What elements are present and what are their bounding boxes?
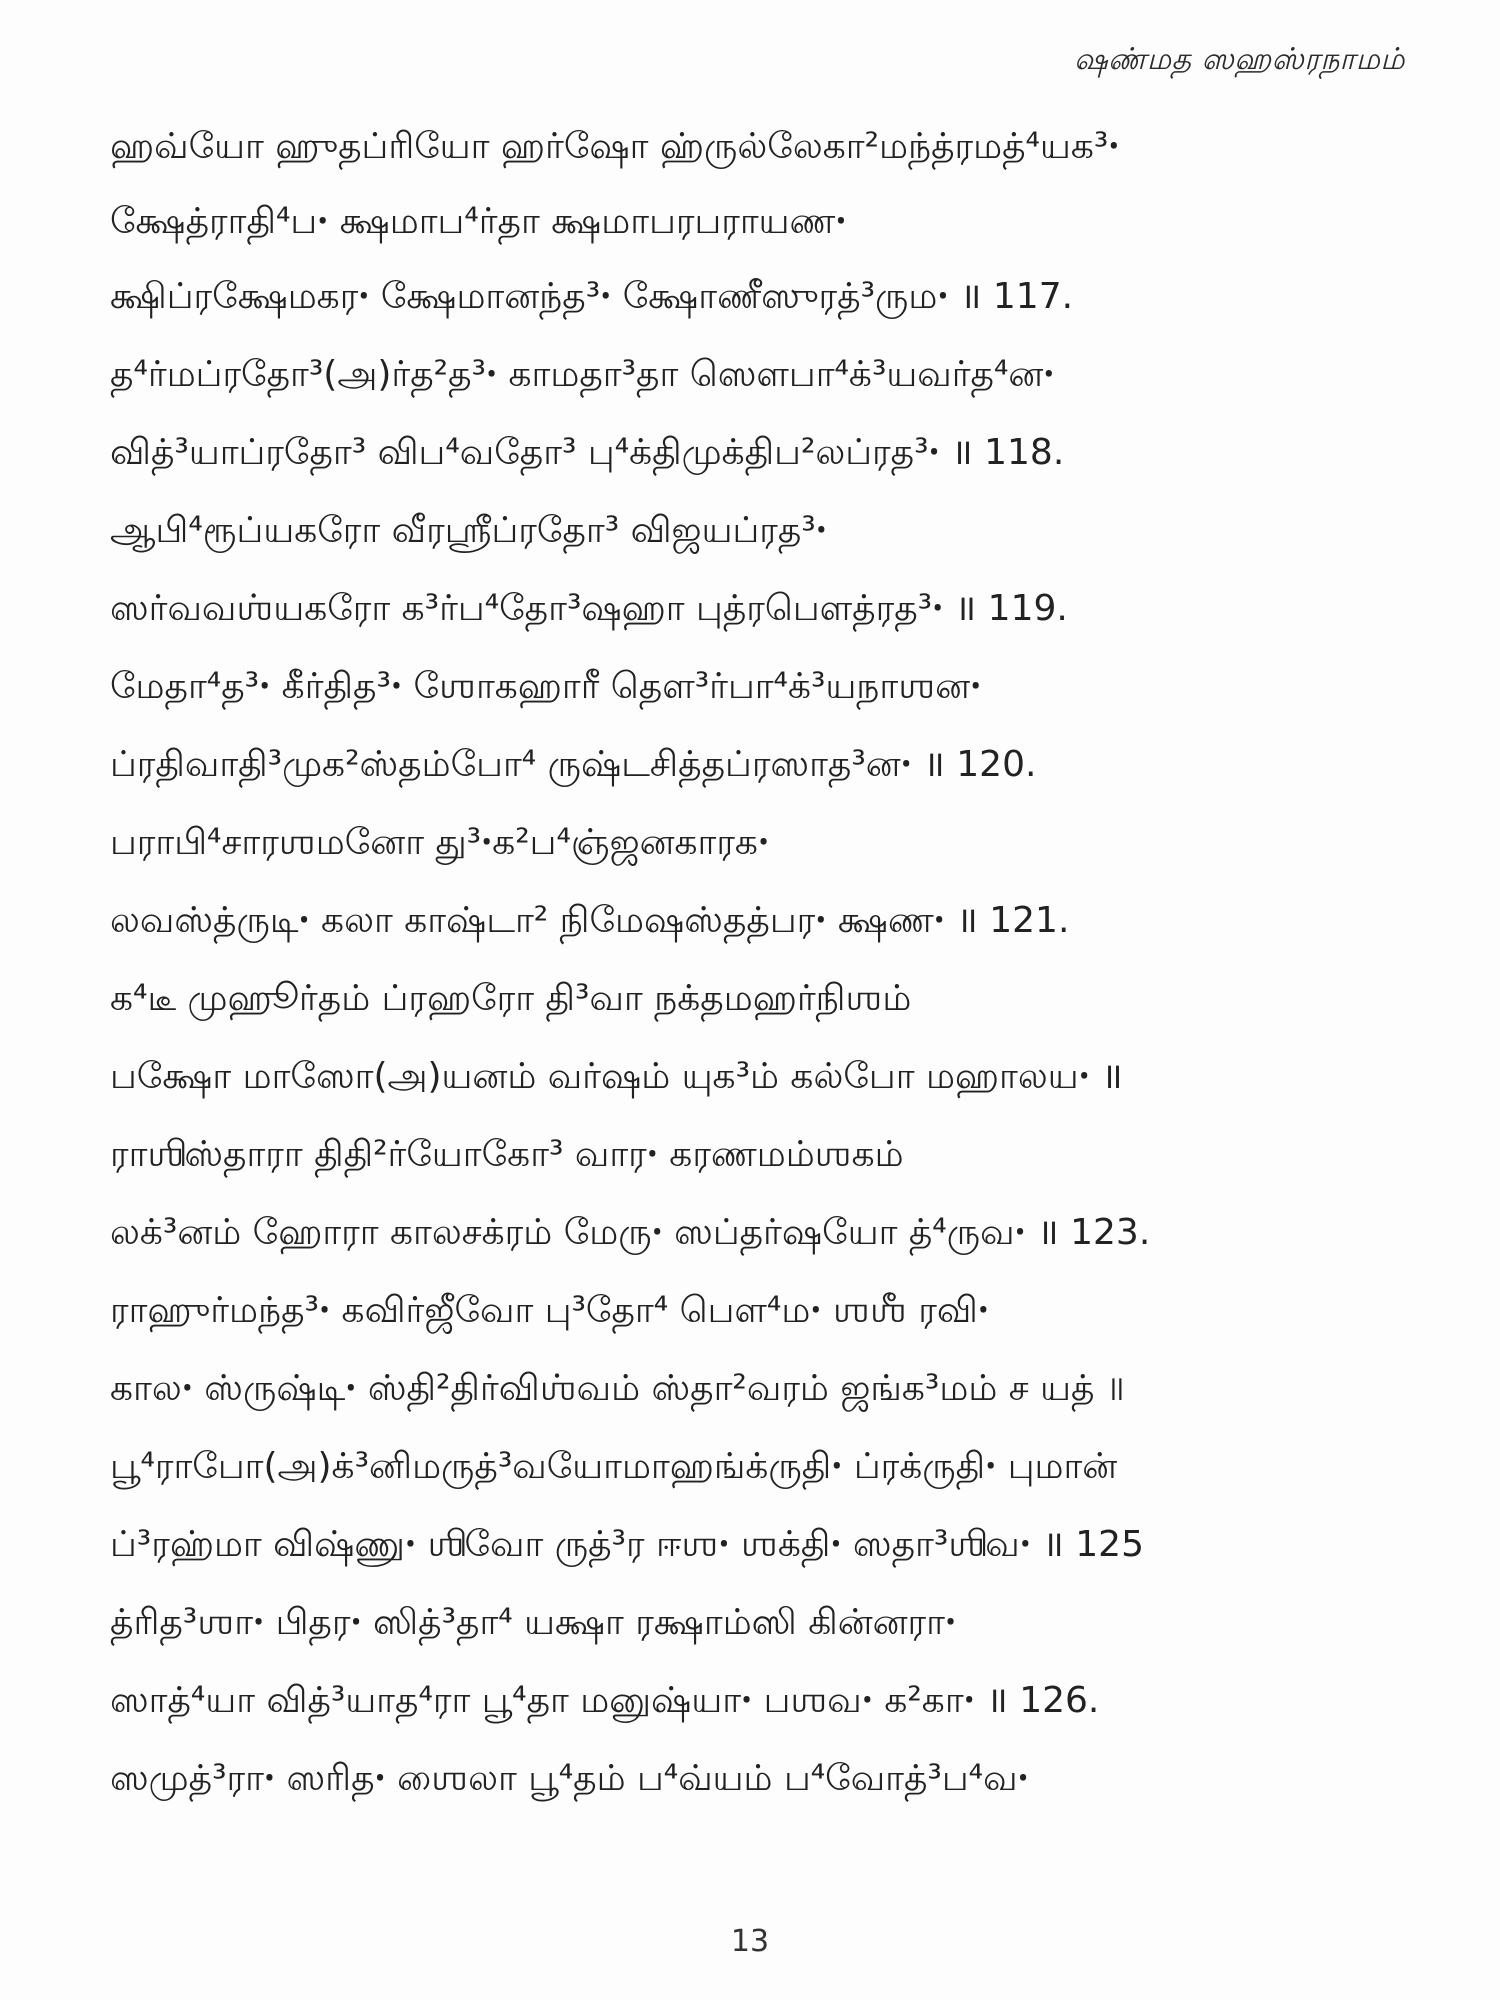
verse-line: மேதா⁴த³ꞏ கீர்தித³ꞏ ஶோகஹாரீ தௌ³ர்பா⁴க்³யநாஶனꞏ: [110, 666, 982, 707]
verse-line: காலꞏ ஸ்ருஷ்டிꞏ ஸ்தி²திர்விஶ்வம் ஸ்தா²வரம் ஜங்க³மம் ச யத் ॥: [110, 1368, 1125, 1409]
verse-line: க⁴டீ முஹூர்தம் ப்ரஹரோ தி³வா நக்தமஹர்நிஶம்: [110, 978, 912, 1019]
verse-line: பக்ஷோ மாஸோ(அ)யனம் வர்ஷம் யுக³ம் கல்போ மஹாலயꞏ ॥: [110, 1056, 1123, 1097]
verse-line: ராஶிஸ்தாரா திதி²ர்யோகோ³ வாரꞏ கரணமம்ஶகம்: [110, 1134, 904, 1175]
verse-line: பூ⁴ராபோ(அ)க்³னிமருத்³வயோமாஹங்க்ருதிꞏ ப்ரக்ருதிꞏ புமான்: [110, 1446, 1118, 1487]
verse-line: ப்ரதிவாதி³முக²ஸ்தம்போ⁴ ருஷ்டசித்தப்ரஸாத³னꞏ ॥ 120.: [110, 744, 1037, 785]
verse-line: க்ஷிப்ரக்ஷேமகரꞏ க்ஷேமானந்த³ꞏ க்ஷோணீஸுரத்³ருமꞏ ॥ 117.: [110, 276, 1074, 317]
verse-line: க்ஷேத்ராதி⁴பꞏ க்ஷமாப⁴ர்தா க்ஷமாபரபராயணꞏ: [110, 201, 847, 242]
verse-line: ஆபி⁴ரூப்யகரோ வீரஸ்ரீப்ரதோ³ விஜயப்ரத³ꞏ: [110, 510, 827, 551]
verse-line: ஹவ்யோ ஹுதப்ரியோ ஹர்ஷோ ஹ்ருல்லேகா²மந்த்ரமத்⁴யக³ꞏ: [110, 126, 1120, 167]
verse-line: ஸாத்⁴யா வித்³யாத⁴ரா பூ⁴தா மனுஷ்யாꞏ பஶவꞏ க²காꞏ ॥ 126.: [110, 1680, 1100, 1721]
verse-line: பராபி⁴சாரஶமனோ து³ꞏக²ப⁴ஞ்ஜனகாரகꞏ: [110, 822, 770, 863]
verse-line: லக்³னம் ஹோரா காலசக்ரம் மேருꞏ ஸப்தர்ஷயோ த்⁴ருவꞏ ॥ 123.: [110, 1212, 1151, 1253]
verse-line: வித்³யாப்ரதோ³ விப⁴வதோ³ பு⁴க்திமுக்திப²லப்ரத³ꞏ ॥ 118.: [110, 432, 1065, 473]
page-number: 13: [730, 1924, 770, 1959]
verse-line: ஸர்வவஶ்யகரோ க³ர்ப⁴தோ³ஷஹா புத்ரபௌத்ரத³ꞏ ॥ 119.: [110, 588, 1068, 629]
verse-line: லவஸ்த்ருடிꞏ கலா காஷ்டா² நிமேஷஸ்தத்பரꞏ க்ஷணꞏ ॥ 121.: [110, 900, 1070, 941]
verse-line: ராஹுர்மந்த³ꞏ கவிர்ஜீவோ பு³தோ⁴ பௌ⁴மꞏ ஶஶீ ரவிꞏ: [110, 1290, 989, 1331]
verse-line: த⁴ர்மப்ரதோ³(அ)ர்த²த³ꞏ காமதா³தா ஸௌபா⁴க்³யவர்த⁴னꞏ: [110, 354, 1055, 395]
running-header: ஷண்மத ஸஹஸ்ரநாமம்: [1074, 42, 1405, 77]
verse-line: ப்³ரஹ்மா விஷ்ணுꞏ ஶிவோ ருத்³ர ஈஶꞏ ஶக்திꞏ ஸதா³ஶிவꞏ ॥ 125: [110, 1524, 1144, 1565]
verse-line: ஸமுத்³ராꞏ ஸரிதꞏ ஶைலா பூ⁴தம் ப⁴வ்யம் ப⁴வோத்³ப⁴வꞏ: [110, 1758, 1029, 1799]
verse-line: த்ரித³ஶாꞏ பிதரꞏ ஸித்³தா⁴ யக்ஷா ரக்ஷாம்ஸி கின்னராꞏ: [110, 1602, 957, 1643]
